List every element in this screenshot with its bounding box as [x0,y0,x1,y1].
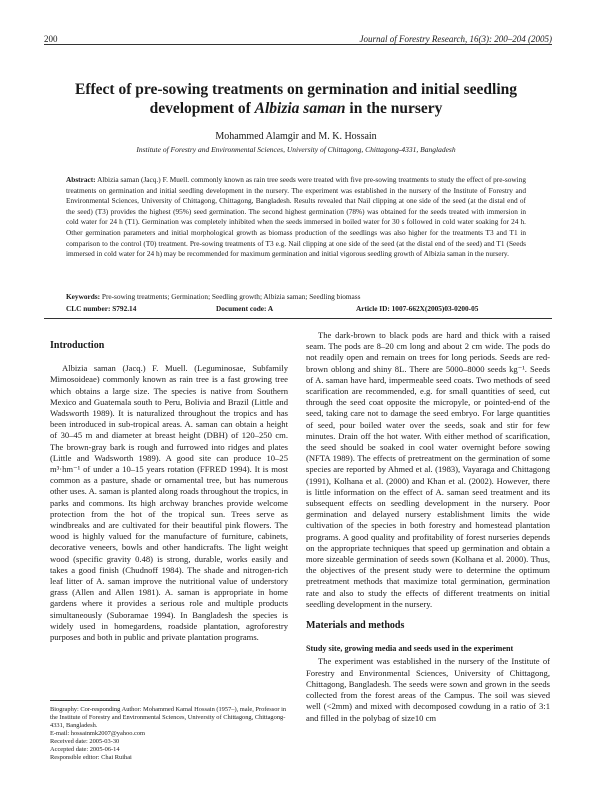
footnote-received: Received date: 2005-03-30 [50,738,120,745]
article-id: Article ID: 1007-662X(2005)03-0200-05 [356,304,479,313]
classification-line [66,304,526,313]
abstract-label: Abstract: [66,175,96,184]
footnote-email: E-mail: hossainmk2007@yahoo.com [50,730,145,737]
footnote [50,700,288,762]
title-line-1: Effect of pre-sowing treatments on germination and initial seedling [74,81,517,98]
study-site-subheading: Study site, growing media and seeds used in the experiment [306,644,514,654]
footnote-biography: Biography: Cor-responding Author: Mohammed Kamal Hossain (1957–), male, Professor in the Institute of Forestry and Environmental Sciences, University of Chittagong, Chittagong-4331, Bangladesh. [50,706,287,729]
section-divider [44,318,552,319]
footnote-accepted: Accepted date: 2005-06-14 [50,746,120,753]
abstract-text: Albizia saman (Jacq.) F. Muell. commonly known as rain tree seeds were treated with five pre-sowing treatments to study the effect of pre-sowing treatments on germination and initial seedling development in the nursery. The experiment was established in the nursery of the Institute of Forestry and Environmental Sciences, University of Chittagong, Chittagong, Bangladesh. Results revealed that Nail clipping at one side of the seed (at the distal end of the seed) (T3) provides the highest (95%) seed germination. The second highest germination (78%) was obtained for the seeds treated with immersion in cold water for 24 h (T1). Germination was completely inhibited when the seeds immersed in boiled water for 30 s followed in cold water soaking for 24 h. Other germination parameters and initial morphological growth as biomass production of the seedlings was also higher for the treatments T3 and T1 in comparison to the control (T0) treatment. Pre-sowing treatments of T3 e.g. Nail clipping at one side of the seed (at the distal end of the seed) and T1 (Seeds immersed in cold water for 24 h) may be recommended for maximum germination and initial vigorous seedling growth of Albizia saman in the nursery. [66,175,526,259]
right-paragraph-1: The dark-brown to black pods are hard and thick with a raised seam. The pods are 8–20 cm long and about 2 cm wide. The pods do not readily open and remain on trees for long periods. Seeds are red-brown oblong and shiny 8L. There are 5000–8000 seeds kg⁻¹. Seeds of A. saman have hard, impermeable seed coats. Two methods of seed scarification are recommended, e.g. for small quantities of seed, cut through the seed coat opposite the micropyle, or pointed-end of the seed, taking care not to damage the seed embryo. For large quantities of seed, pour boiled water over the seeds, soak and stir for few minutes. Drain off the hot water. With either method of scarification, the seed should be soaked in cool water overnight before sowing (NFTA 1989). The effects of pretreatment on the germination of some species are reported by Ahmed et al. (1983), Vayaraga and Chittagong (1991), Kolhana et al. (2000) and Khan et al. (2002). However, there is little information on the effect of A. saman seed treatment and its subsequent effects on seedling development in the nursery. Poor germination and delayed nursery establishment limits the wide cultivation of the species in both forestry and homestead plantation programs. A good quality and profitability of forest nurseries depends on the appropriate techniques that speed up germination and obtain a more sizeable germination of seeds sown (Kolhana et al. 2000). Thus, the objectives of the present study were to determine the optimum pretreatment methods that maximize total germination, germination rate and also to study the effects of different treatments on initial seedling development in the nursery. [306,330,550,609]
keywords [66,292,526,302]
introduction-heading: Introduction [50,340,105,351]
affiliation: Institute of Forestry and Environmental Sciences, University of Chittagong, Chittagong-4331, Bangladesh [136,145,456,154]
right-column [306,330,550,724]
running-header [44,30,552,45]
right-paragraph-2: The experiment was established in the nursery of the Institute of Forestry and Environmental Sciences, University of Chittagong, Chittagong, Bangladesh. The seeds were sown and grown in the seeds collected from the forest areas of the Campus. The soil was sieved well (<2mm) and mixed with decomposed cowdung in a ratio of 3:1 and filled in the polybag of size10 cm [306,656,550,723]
clc-number: CLC number: S792.14 [66,304,137,313]
methods-heading: Materials and methods [306,620,405,632]
paper-title [60,80,532,118]
footnote-editor: Responsible editor: Chai Ruihai [50,754,132,761]
left-column [50,330,288,643]
keywords-label: Keywords: [66,292,101,301]
introduction-paragraph: Albizia saman (Jacq.) F. Muell. (Leguminosae, Subfamily Mimosoideae) commonly known as rain tree is a fast growing tree which obtains a large size. The species is native from Southern Mexico and Guatemala south to Peru, Bolivia and Brazil (Little and Wadsworth 1989). It is naturalized throughout the tropics and has been introduced in sub-tropical areas. A. saman can obtain a height of 30–45 m and diameter at breast height (DBH) of 120–250 cm. The brown-gray bark is rough and furrowed into ridges and plates (Little and Wadsworth 1989). A good site can produce 10–25 m³·hm⁻¹ of under a 10–15 years rotation (FFRED 1994). It is most common as a pasture, shade or ornamental tree, but has numerous other uses. A. saman is planted along roads throughout the tropics, in parks and commons. Its high archway branches provide welcome protection from the hot of the tropical sun. Trees serve as windbreaks and are cultivated for their beautiful pink flowers. The wood is highly valued for the manufacture of furniture, cabinets, decorative veneers, bowls and other handicrafts. The light weight wood (specific gravity 0.48) is strong, durable, works easily and takes a good finish (Chudnoff 1984). The shade and nitrogen-rich leaf litter of A. saman improve the nutritional value of understory grass (Allen and Allen 1981). A. saman is appropriate in home gardens where it provides a serious role and multiple products simultaneously (Suboramae 1994). In Bangladesh the species is widely used in homegardens, roadside plantation, agroforestry purposes and both in public and private plantation programs. [50,363,288,643]
keywords-text: Pre-sowing treatments; Germination; Seedling growth; Albizia saman; Seedling biomass [100,292,361,301]
document-code: Document code: A [216,304,274,313]
journal-citation: Journal of Forestry Research, 16(3): 200–204 (2005) [359,34,552,44]
footnote-rule [50,700,120,701]
author-list: Mohammed Alamgir and M. K. Hossain [215,131,377,142]
title-line-2: development of Albizia saman in the nursery [149,100,443,117]
abstract [66,175,526,260]
species-name: Albizia saman [254,100,346,117]
page-number: 200 [44,34,58,44]
